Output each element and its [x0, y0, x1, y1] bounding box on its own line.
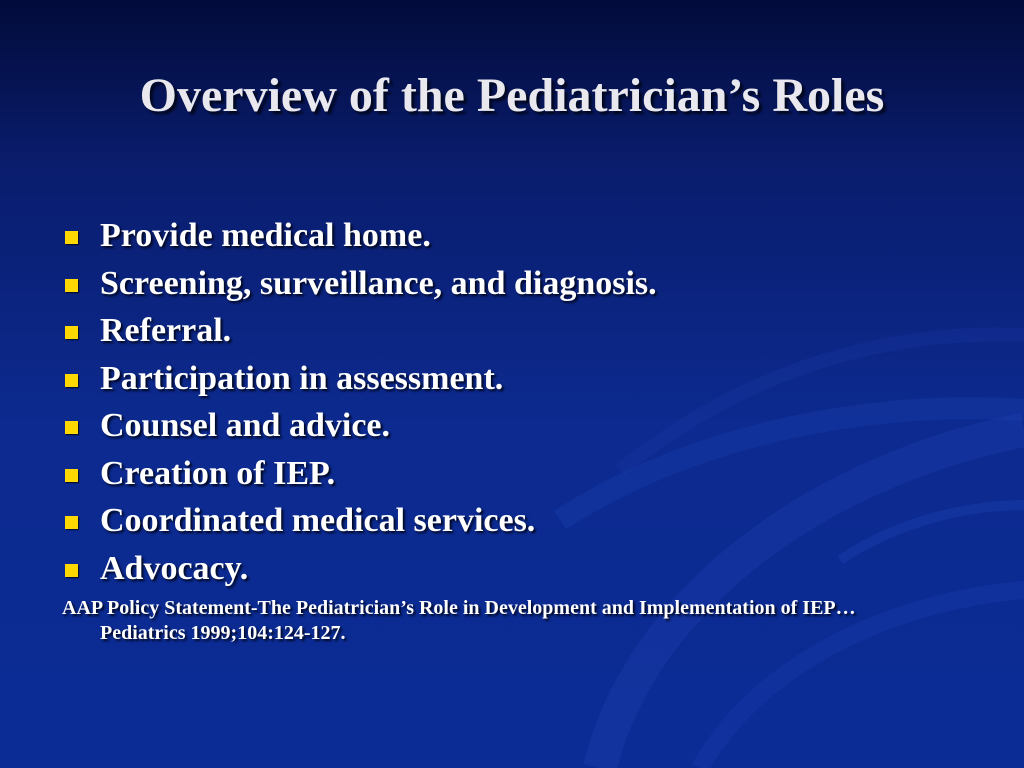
square-bullet-icon: [65, 231, 78, 244]
bullet-text: Screening, surveillance, and diagnosis.: [100, 264, 657, 302]
square-bullet-icon: [65, 469, 78, 482]
bullet-item: [62, 355, 962, 403]
bullet-item: [62, 402, 962, 450]
bullet-item: [62, 497, 962, 545]
citation-reference: AAP Policy Statement-The Pediatrician’s Role in Development and Implementation of IEP…Pediatrics 1999;104:124-127.: [62, 597, 856, 644]
bullet-item: [62, 212, 962, 260]
bullet-text: Creation of IEP.: [100, 454, 336, 492]
bullet-text: Provide medical home.: [100, 217, 431, 254]
bullet-text: Counsel and advice.: [100, 407, 390, 444]
square-bullet-icon: [65, 564, 78, 577]
bullet-item: [62, 307, 962, 355]
square-bullet-icon: [65, 516, 78, 529]
bullet-text: Coordinated medical services.: [100, 502, 536, 539]
square-bullet-icon: [65, 421, 78, 434]
bullet-item: [62, 545, 962, 593]
bullet-text: Advocacy.: [100, 549, 249, 587]
square-bullet-icon: [65, 326, 78, 339]
slide-title: Overview of the Pediatrician’s Roles: [139, 69, 885, 122]
bullet-item: [62, 450, 962, 498]
bullet-text: Participation in assessment.: [100, 359, 504, 397]
bullet-list: [62, 212, 962, 592]
bullet-item: [62, 260, 962, 308]
square-bullet-icon: [65, 279, 78, 292]
bullet-text: Referral.: [100, 312, 232, 349]
square-bullet-icon: [65, 374, 78, 387]
